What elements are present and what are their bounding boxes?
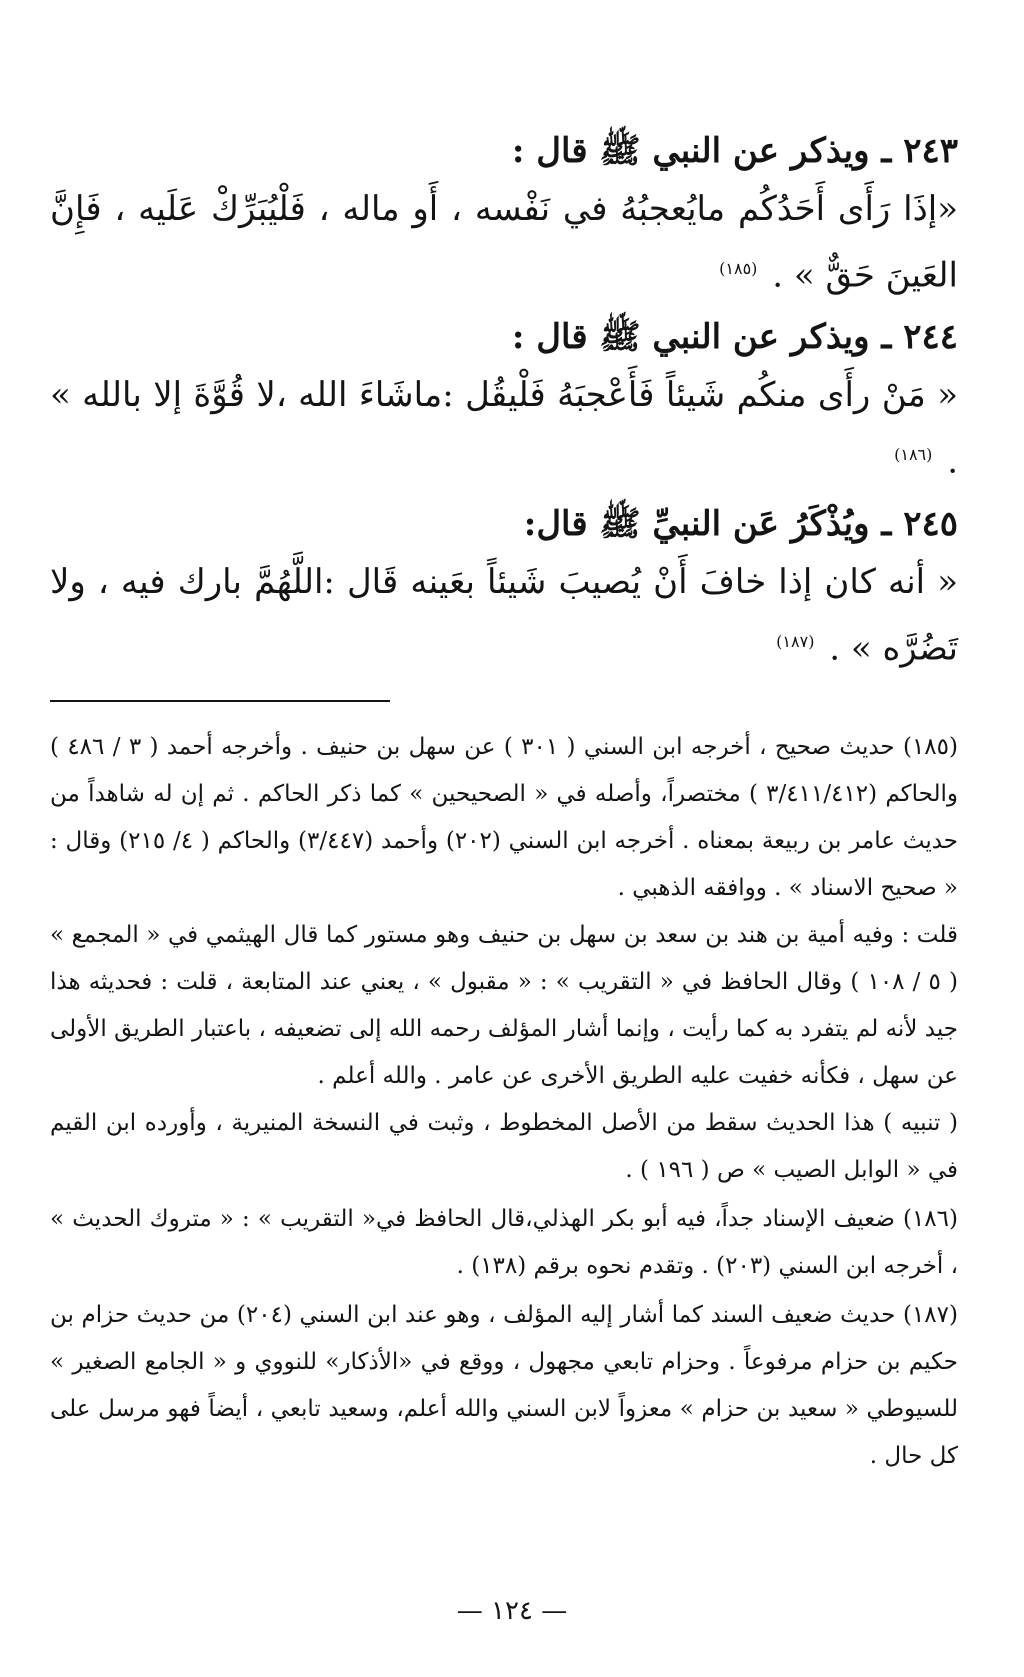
footnote-paragraph: (١٨٥) حديث صحيح ، أخرجه ابن السني ( ٣٠١ ) عن سهل بن حنيف . وأخرجه أحمد ( ٣ / ٤٨٦ ) والحاكم (٣/٤١١/٤١٢ ) مختصراً، وأصله في « الصحيحين » كما ذكر الحاكم . ثم إن له شاهداً من حديث عامر بن ربيعة بمعناه . أخرجه ابن السني (٢٠٢) وأحمد (٣/٤٤٧) والحاكم ( ٤/ ٢١٥) وقال : « صحيح الاسناد » . ووافقه الذهبي . bbox=[50, 733, 959, 901]
hadith-heading bbox=[50, 125, 958, 177]
page-number: — ١٢٤ — bbox=[456, 1596, 568, 1626]
hadith-body: « أنه كان إذا خافَ أَنْ يُصيبَ شَيئاً بعَينه قَال :اللَّهُمَّ بارك فيه ، ولا تَضُرَّه » . bbox=[50, 561, 958, 668]
footnote-paragraph: قلت : وفيه أمية بن هند بن سعد بن سهل بن حنيف وهو مستور كما قال الهيثمي في « المجمع » ( ٥ / ١٠٨ ) وقال الحافظ في « التقريب » : « مقبول » ، يعني عند المتابعة ، قلت : فحديثه هذا جيد لأنه لم يتفرد به كما رأيت ، وإنما أشار المؤلف رحمه الله إلى تضعيفه ، باعتبار الطريق الأولى عن سهل ، فكأنه خفيت عليه الطريق الأخرى عن عامر . والله أعلم . bbox=[50, 921, 958, 1089]
footnote-divider bbox=[50, 700, 390, 702]
hadith-heading bbox=[50, 311, 958, 363]
hadith-number: ٢٤٣ bbox=[903, 131, 958, 171]
hadith-body: «إذَا رَأَى أَحَدُكُم مايُعجبُهُ في نَفْسه ، أَو ماله ، فَلْيُبَرِّكْ عَلَيه ، فَإِنَّ العَينَ حَقٌّ » . bbox=[50, 189, 958, 296]
hadith-intro: ـ ويُذْكَرُ عَن النبيِّ ﷺ قال: bbox=[523, 503, 892, 544]
footnote-186 bbox=[50, 1196, 958, 1290]
hadith-text bbox=[50, 365, 958, 491]
footnote-187 bbox=[50, 1292, 958, 1480]
footnote-ref: (١٨٥) bbox=[719, 259, 758, 278]
footnote-paragraph: ( تنبيه ) هذا الحديث سقط من الأصل المخطوط ، وثبت في النسخة المنيرية ، وأورده ابن القيم في « الوابل الصيب » ص ( ١٩٦ ) . bbox=[50, 1109, 958, 1183]
hadith-number: ٢٤٥ bbox=[903, 503, 958, 544]
hadith-body: « مَنْ رأَى منكُم شَيئاً فَأَعْجبَهُ فَلْيقُل :ماشَاءَ الله ،لا قُوَّةَ إلا بالله » . bbox=[50, 375, 958, 482]
footnote-paragraph: (١٨٦) ضعيف الإسناد جداً، فيه أبو بكر الهذلي،قال الحافظ في« التقريب » : « متروك الحديث » ، أخرجه ابن السني (٢٠٣) . وتقدم نحوه برقم (١٣٨) . bbox=[50, 1205, 958, 1279]
page-body bbox=[50, 125, 958, 1482]
hadith-245 bbox=[50, 498, 958, 678]
hadith-intro: ـ ويذكر عن النبي ﷺ قال : bbox=[511, 131, 892, 171]
hadith-text bbox=[50, 179, 958, 305]
hadith-243 bbox=[50, 125, 958, 305]
footnote-ref: (١٨٧) bbox=[776, 631, 815, 651]
hadith-intro: ـ ويذكر عن النبي ﷺ قال : bbox=[511, 317, 892, 358]
footnote-185 bbox=[50, 724, 958, 1194]
footnote-paragraph: (١٨٧) حديث ضعيف السند كما أشار إليه المؤلف ، وهو عند ابن السني (٢٠٤) من حديث حزام بن حكيم بن حزام مرفوعاً . وحزام تابعي مجهول ، ووقع في «الأذكار» للنووي و « الجامع الصغير » للسيوطي « سعيد بن حزام » معزواً لابن السني والله أعلم، وسعيد تابعي ، أيضاً فهو مرسل على كل حال . bbox=[50, 1301, 958, 1469]
hadith-heading bbox=[50, 498, 958, 550]
footnotes bbox=[50, 724, 958, 1480]
footnote-ref: (١٨٦) bbox=[894, 445, 933, 465]
hadith-244 bbox=[50, 311, 958, 491]
hadith-number: ٢٤٤ bbox=[903, 317, 958, 358]
hadith-text bbox=[50, 552, 958, 678]
